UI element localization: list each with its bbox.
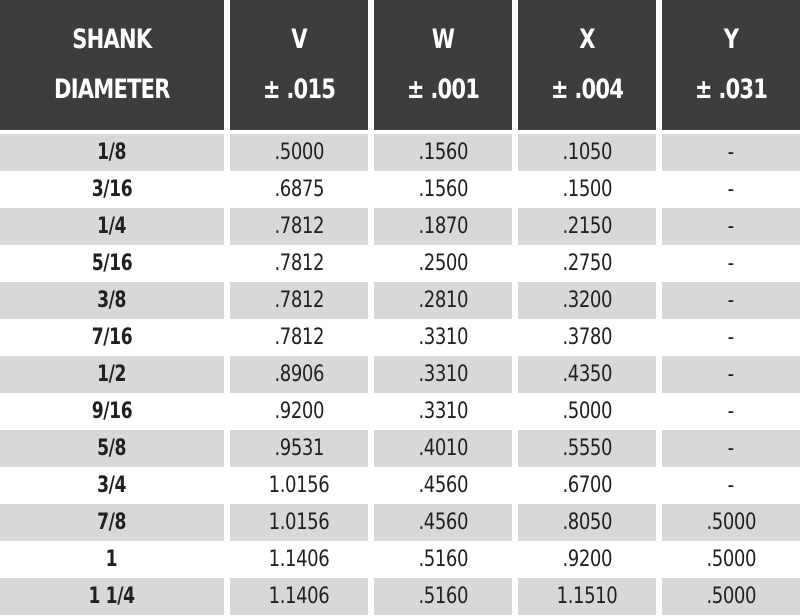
header-tolerance: ± .015 bbox=[262, 74, 335, 105]
cell-v: .6875 bbox=[230, 171, 368, 208]
header-label-line1: SHANK bbox=[72, 24, 152, 55]
table-row bbox=[0, 245, 800, 282]
cell-w: .1560 bbox=[374, 171, 512, 208]
cell-shank-diameter: 9/16 bbox=[0, 393, 224, 430]
table-row bbox=[0, 393, 800, 430]
cell-w: .4560 bbox=[374, 467, 512, 504]
cell-w: .5160 bbox=[374, 541, 512, 578]
table-row bbox=[0, 541, 800, 578]
cell-shank-diameter: 1/8 bbox=[0, 134, 224, 171]
cell-y: .5000 bbox=[662, 541, 800, 578]
cell-y: - bbox=[662, 356, 800, 393]
cell-y: - bbox=[662, 430, 800, 467]
cell-x: .1500 bbox=[518, 171, 656, 208]
cell-y: - bbox=[662, 393, 800, 430]
table-row bbox=[0, 430, 800, 467]
cell-w: .1560 bbox=[374, 134, 512, 171]
cell-y: - bbox=[662, 282, 800, 319]
table-row bbox=[0, 319, 800, 356]
cell-shank-diameter: 7/16 bbox=[0, 319, 224, 356]
cell-x: .5550 bbox=[518, 430, 656, 467]
table-row bbox=[0, 134, 800, 171]
cell-y: - bbox=[662, 467, 800, 504]
cell-x: .5000 bbox=[518, 393, 656, 430]
cell-v: .8906 bbox=[230, 356, 368, 393]
cell-y: - bbox=[662, 208, 800, 245]
cell-y: .5000 bbox=[662, 504, 800, 541]
cell-v: .9200 bbox=[230, 393, 368, 430]
table-row bbox=[0, 467, 800, 504]
cell-v: .5000 bbox=[230, 134, 368, 171]
cell-w: .2500 bbox=[374, 245, 512, 282]
cell-w: .4010 bbox=[374, 430, 512, 467]
cell-shank-diameter: 1 bbox=[0, 541, 224, 578]
header-row bbox=[0, 0, 800, 134]
header-w bbox=[374, 0, 512, 134]
header-tolerance: ± .001 bbox=[406, 74, 479, 105]
cell-v: 1.1406 bbox=[230, 578, 368, 615]
cell-shank-diameter: 3/4 bbox=[0, 467, 224, 504]
header-tolerance: ± .004 bbox=[550, 74, 623, 105]
cell-x: .3780 bbox=[518, 319, 656, 356]
header-shank-diameter bbox=[0, 0, 224, 134]
cell-shank-diameter: 3/8 bbox=[0, 282, 224, 319]
cell-x: 1.1510 bbox=[518, 578, 656, 615]
cell-w: .3310 bbox=[374, 393, 512, 430]
header-label-line1: W bbox=[431, 24, 455, 55]
header-tolerance: ± .031 bbox=[694, 74, 768, 105]
cell-x: .6700 bbox=[518, 467, 656, 504]
cell-w: .1870 bbox=[374, 208, 512, 245]
cell-x: .2150 bbox=[518, 208, 656, 245]
header-x bbox=[518, 0, 656, 134]
cell-v: 1.1406 bbox=[230, 541, 368, 578]
table-row bbox=[0, 282, 800, 319]
cell-shank-diameter: 1/2 bbox=[0, 356, 224, 393]
header-label-line1: V bbox=[290, 24, 307, 55]
cell-w: .4560 bbox=[374, 504, 512, 541]
table-body bbox=[0, 134, 800, 615]
cell-v: .7812 bbox=[230, 208, 368, 245]
cell-y: - bbox=[662, 245, 800, 282]
cell-shank-diameter: 3/16 bbox=[0, 171, 224, 208]
cell-y: - bbox=[662, 171, 800, 208]
cell-x: .3200 bbox=[518, 282, 656, 319]
cell-x: .8050 bbox=[518, 504, 656, 541]
cell-x: .1050 bbox=[518, 134, 656, 171]
cell-w: .3310 bbox=[374, 319, 512, 356]
table-row bbox=[0, 578, 800, 615]
cell-y: .5000 bbox=[662, 578, 800, 615]
header-v bbox=[230, 0, 368, 134]
cell-shank-diameter: 5/16 bbox=[0, 245, 224, 282]
cell-x: .2750 bbox=[518, 245, 656, 282]
cell-shank-diameter: 1 1/4 bbox=[0, 578, 224, 615]
header-label-line1: X bbox=[579, 24, 595, 55]
cell-w: .3310 bbox=[374, 356, 512, 393]
header-label-line2: DIAMETER bbox=[54, 74, 170, 105]
cell-v: .7812 bbox=[230, 282, 368, 319]
cell-x: .9200 bbox=[518, 541, 656, 578]
table-row bbox=[0, 171, 800, 208]
cell-x: .4350 bbox=[518, 356, 656, 393]
cell-v: 1.0156 bbox=[230, 467, 368, 504]
cell-shank-diameter: 7/8 bbox=[0, 504, 224, 541]
cell-v: 1.0156 bbox=[230, 504, 368, 541]
table-row bbox=[0, 208, 800, 245]
header-label-line1: Y bbox=[723, 24, 739, 55]
cell-v: .9531 bbox=[230, 430, 368, 467]
cell-shank-diameter: 5/8 bbox=[0, 430, 224, 467]
cell-w: .5160 bbox=[374, 578, 512, 615]
cell-v: .7812 bbox=[230, 245, 368, 282]
cell-w: .2810 bbox=[374, 282, 512, 319]
table-header bbox=[0, 0, 800, 134]
table-row bbox=[0, 504, 800, 541]
cell-v: .7812 bbox=[230, 319, 368, 356]
cell-y: - bbox=[662, 134, 800, 171]
cell-shank-diameter: 1/4 bbox=[0, 208, 224, 245]
cell-y: - bbox=[662, 319, 800, 356]
header-y bbox=[662, 0, 800, 134]
table-row bbox=[0, 356, 800, 393]
